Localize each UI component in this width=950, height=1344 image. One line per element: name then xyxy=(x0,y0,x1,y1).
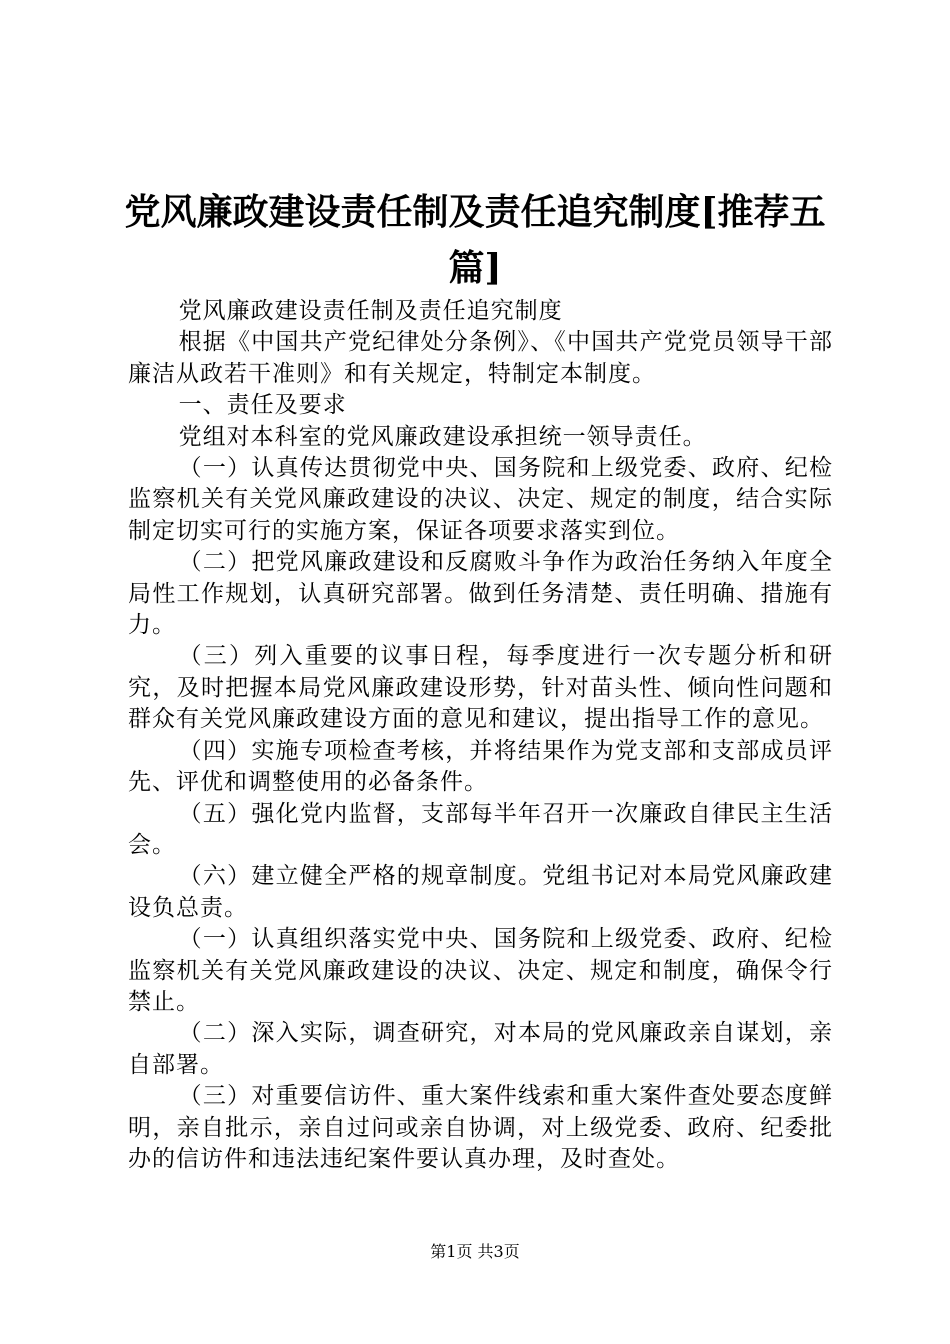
list-item: （五）强化党内监督，支部每半年召开一次廉政自律民主生活会。 xyxy=(128,800,833,858)
paragraph: 党组对本科室的党风廉政建设承担统一领导责任。 xyxy=(178,423,707,450)
list-item: （二）把党风廉政建设和反腐败斗争作为政治任务纳入年度全局性工作规划，认真研究部署。做到任务清楚、责任明确、措施有力。 xyxy=(128,549,833,639)
section-heading: 党风廉政建设责任制及责任追究制度 xyxy=(178,298,563,324)
list-item: （六）建立健全严格的规章制度。党组书记对本局党风廉政建设负总责。 xyxy=(128,863,833,921)
section-heading: 一、责任及要求 xyxy=(178,392,347,419)
list-item: （二）深入实际，调查研究，对本局的党风廉政亲自谋划，亲自部署。 xyxy=(128,1020,833,1078)
list-item: （三）列入重要的议事日程，每季度进行一次专题分析和研究，及时把握本局党风廉政建设形势，针对苗头性、倾向性问题和群众有关党风廉政建设方面的意见和建议，提出指导工作的意见。 xyxy=(128,643,833,733)
document-title: 党风廉政建设责任制及责任追究制度[推荐五篇] xyxy=(124,191,826,289)
list-item: （四）实施专项检查考核，并将结果作为党支部和支部成员评先、评优和调整使用的必备条件。 xyxy=(128,737,833,796)
list-item: （三）对重要信访件、重大案件线索和重大案件查处要态度鲜明，亲自批示，亲自过问或亲自协调，对上级党委、政府、纪委批办的信访件和违法违纪案件要认真办理，及时查处。 xyxy=(128,1083,833,1172)
paragraph: 根据《中国共产党纪律处分条例》、《中国共产党党员领导干部廉洁从政若干准则》和有关规定，特制定本制度。 xyxy=(128,329,833,387)
page-number-footer: 第1页 共3页 xyxy=(430,1242,520,1261)
list-item: （一）认真组织落实党中央、国务院和上级党委、政府、纪检监察机关有关党风廉政建设的决议、决定、规定和制度，确保令行禁止。 xyxy=(128,926,833,1015)
document-body xyxy=(128,296,833,1175)
list-item: （一）认真传达贯彻党中央、国务院和上级党委、政府、纪检监察机关有关党风廉政建设的决议、决定、规定的制度，结合实际制定切实可行的实施方案，保证各项要求落实到位。 xyxy=(128,455,833,544)
